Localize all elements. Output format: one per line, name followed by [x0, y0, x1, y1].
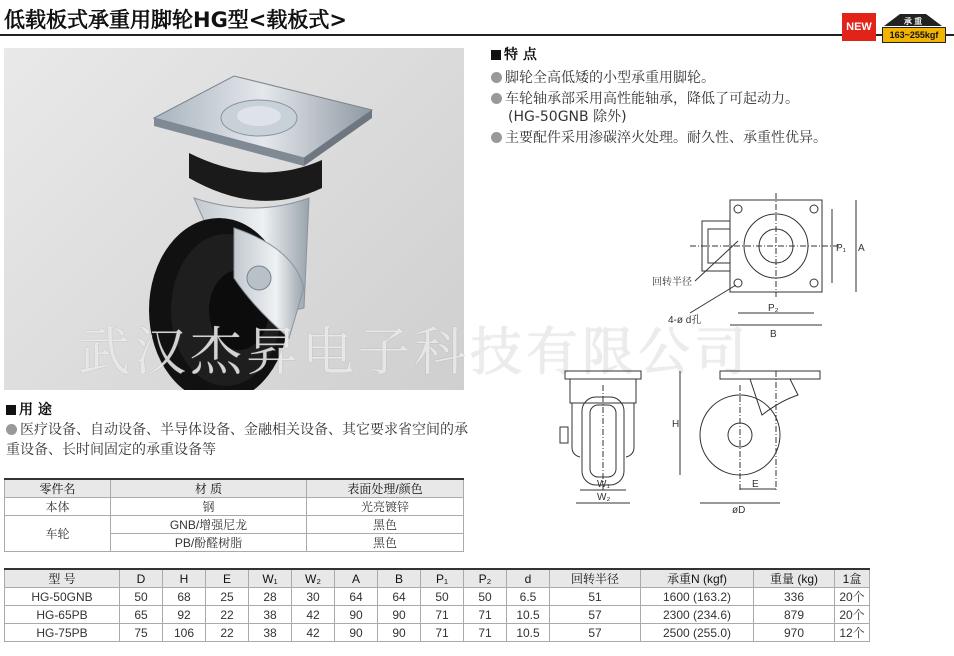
- table-cell: 黑色: [307, 534, 464, 552]
- table-cell: 20个: [835, 606, 870, 624]
- square-bullet-icon: [6, 405, 16, 415]
- usage-description: 医疗设备、自动设备、半导体设备、金融相关设备、其它要求省空间的承重设备、长时间固定的承重设备等: [6, 422, 468, 458]
- table-cell: 本体: [5, 498, 111, 516]
- header-cell: 承重N (kgf): [641, 569, 754, 588]
- header-cell: 表面处理/颜色: [307, 479, 464, 498]
- table-cell: 50: [421, 588, 464, 606]
- usage-text: [6, 420, 468, 460]
- load-badge: [880, 12, 946, 42]
- watermark: 武汉杰昇电子科技有限公司: [78, 323, 751, 383]
- load-badge-top-label: 承 重: [903, 17, 923, 26]
- table-cell: 64: [335, 588, 378, 606]
- table-cell: 71: [421, 606, 464, 624]
- table-cell: 黑色: [307, 516, 464, 534]
- table-cell: 106: [163, 624, 206, 642]
- header-cell: A: [335, 569, 378, 588]
- table-cell: 2300 (234.6): [641, 606, 754, 624]
- feature-item: [491, 67, 715, 87]
- title-rule: [0, 34, 954, 36]
- parts-table: [4, 478, 464, 552]
- header-cell: 重量 (kg): [754, 569, 835, 588]
- features-heading-label: 特 点: [504, 47, 537, 63]
- table-cell: 71: [464, 606, 507, 624]
- table-cell: 42: [292, 624, 335, 642]
- table-cell: 336: [754, 588, 835, 606]
- header-cell: H: [163, 569, 206, 588]
- load-range-label: 163~255kgf: [882, 27, 946, 43]
- bullet-icon: [491, 72, 502, 83]
- table-cell: 车轮: [5, 516, 111, 552]
- e-label: E: [752, 479, 759, 490]
- table-cell: 71: [464, 624, 507, 642]
- header-cell: 1盒: [835, 569, 870, 588]
- spec-table-body: [5, 588, 870, 642]
- table-cell: 42: [292, 606, 335, 624]
- header-cell: B: [378, 569, 421, 588]
- table-cell: PB/酚醛树脂: [111, 534, 307, 552]
- table-cell: 10.5: [507, 624, 550, 642]
- table-row: [5, 606, 870, 624]
- table-cell: 光亮镀锌: [307, 498, 464, 516]
- table-cell: 90: [335, 606, 378, 624]
- table-cell: 22: [206, 624, 249, 642]
- table-cell: 51: [550, 588, 641, 606]
- usage-heading: [6, 399, 52, 419]
- table-cell: 68: [163, 588, 206, 606]
- table-cell: 970: [754, 624, 835, 642]
- spec-table: [4, 568, 870, 642]
- d-label: øD: [732, 505, 746, 515]
- bullet-icon: [6, 424, 17, 435]
- features-heading: [491, 44, 537, 64]
- table-cell: 38: [249, 606, 292, 624]
- header-cell: 材 质: [111, 479, 307, 498]
- turn-radius-label: 回转半径: [652, 277, 692, 288]
- table-cell: 10.5: [507, 606, 550, 624]
- header-cell: W₂: [292, 569, 335, 588]
- table-cell: 50: [464, 588, 507, 606]
- table-cell: 1600 (163.2): [641, 588, 754, 606]
- table-cell: 92: [163, 606, 206, 624]
- header-cell: P₁: [421, 569, 464, 588]
- page-title: 低载板式承重用脚轮HG型<载板式>: [4, 8, 348, 32]
- table-cell: HG-50GNB: [5, 588, 120, 606]
- w2-label: W₂: [597, 492, 611, 503]
- header-cell: W₁: [249, 569, 292, 588]
- feature-text: 车轮轴承部采用高性能轴承，降低了可起动力。: [505, 91, 799, 107]
- w1-label: W₁: [597, 479, 610, 490]
- table-cell: 71: [421, 624, 464, 642]
- new-badge: NEW: [842, 13, 876, 41]
- table-cell: 20个: [835, 588, 870, 606]
- holes-label: 4-ø d孔: [668, 315, 702, 326]
- header-cell: E: [206, 569, 249, 588]
- b-label: B: [770, 329, 777, 340]
- bullet-icon: [491, 132, 502, 143]
- table-cell: 879: [754, 606, 835, 624]
- table-cell: 22: [206, 606, 249, 624]
- load-badge-top: [880, 12, 946, 26]
- dimension-drawing: [550, 185, 880, 515]
- feature-note: (HG-50GNB 除外): [508, 109, 627, 125]
- table-cell: GNB/增强尼龙: [111, 516, 307, 534]
- usage-heading-label: 用 途: [19, 402, 52, 418]
- table-row: [5, 624, 870, 642]
- feature-item: [491, 127, 827, 147]
- table-cell: 28: [249, 588, 292, 606]
- table-cell: 2500 (255.0): [641, 624, 754, 642]
- feature-text: 脚轮全高低矮的小型承重用脚轮。: [505, 70, 715, 86]
- bullet-icon: [491, 93, 502, 104]
- table-cell: 50: [120, 588, 163, 606]
- table-cell: 钢: [111, 498, 307, 516]
- a-label: A: [858, 243, 865, 254]
- header-cell: D: [120, 569, 163, 588]
- table-cell: 65: [120, 606, 163, 624]
- table-cell: 6.5: [507, 588, 550, 606]
- header-cell: 零件名: [5, 479, 111, 498]
- table-cell: 90: [335, 624, 378, 642]
- table-cell: 57: [550, 606, 641, 624]
- table-cell: HG-65PB: [5, 606, 120, 624]
- table-row: [5, 498, 464, 516]
- table-cell: 12个: [835, 624, 870, 642]
- table-cell: 57: [550, 624, 641, 642]
- feature-text: 主要配件采用渗碳淬火处理。耐久性、承重性优异。: [505, 130, 827, 146]
- p2-label: P₂: [768, 303, 779, 314]
- table-row: [5, 516, 464, 534]
- h-label: H: [672, 419, 680, 430]
- p1-label: P₁: [836, 243, 847, 254]
- square-bullet-icon: [491, 50, 501, 60]
- header-cell: P₂: [464, 569, 507, 588]
- table-header-row: [5, 479, 464, 498]
- table-cell: 64: [378, 588, 421, 606]
- table-cell: 38: [249, 624, 292, 642]
- table-cell: 30: [292, 588, 335, 606]
- header-cell: 型 号: [5, 569, 120, 588]
- table-row: [5, 588, 870, 606]
- table-cell: 75: [120, 624, 163, 642]
- header-cell: d: [507, 569, 550, 588]
- feature-item: [491, 88, 799, 108]
- table-cell: 90: [378, 606, 421, 624]
- table-header-row: [5, 569, 870, 588]
- table-cell: HG-75PB: [5, 624, 120, 642]
- header-cell: 回转半径: [550, 569, 641, 588]
- table-cell: 90: [378, 624, 421, 642]
- table-cell: 25: [206, 588, 249, 606]
